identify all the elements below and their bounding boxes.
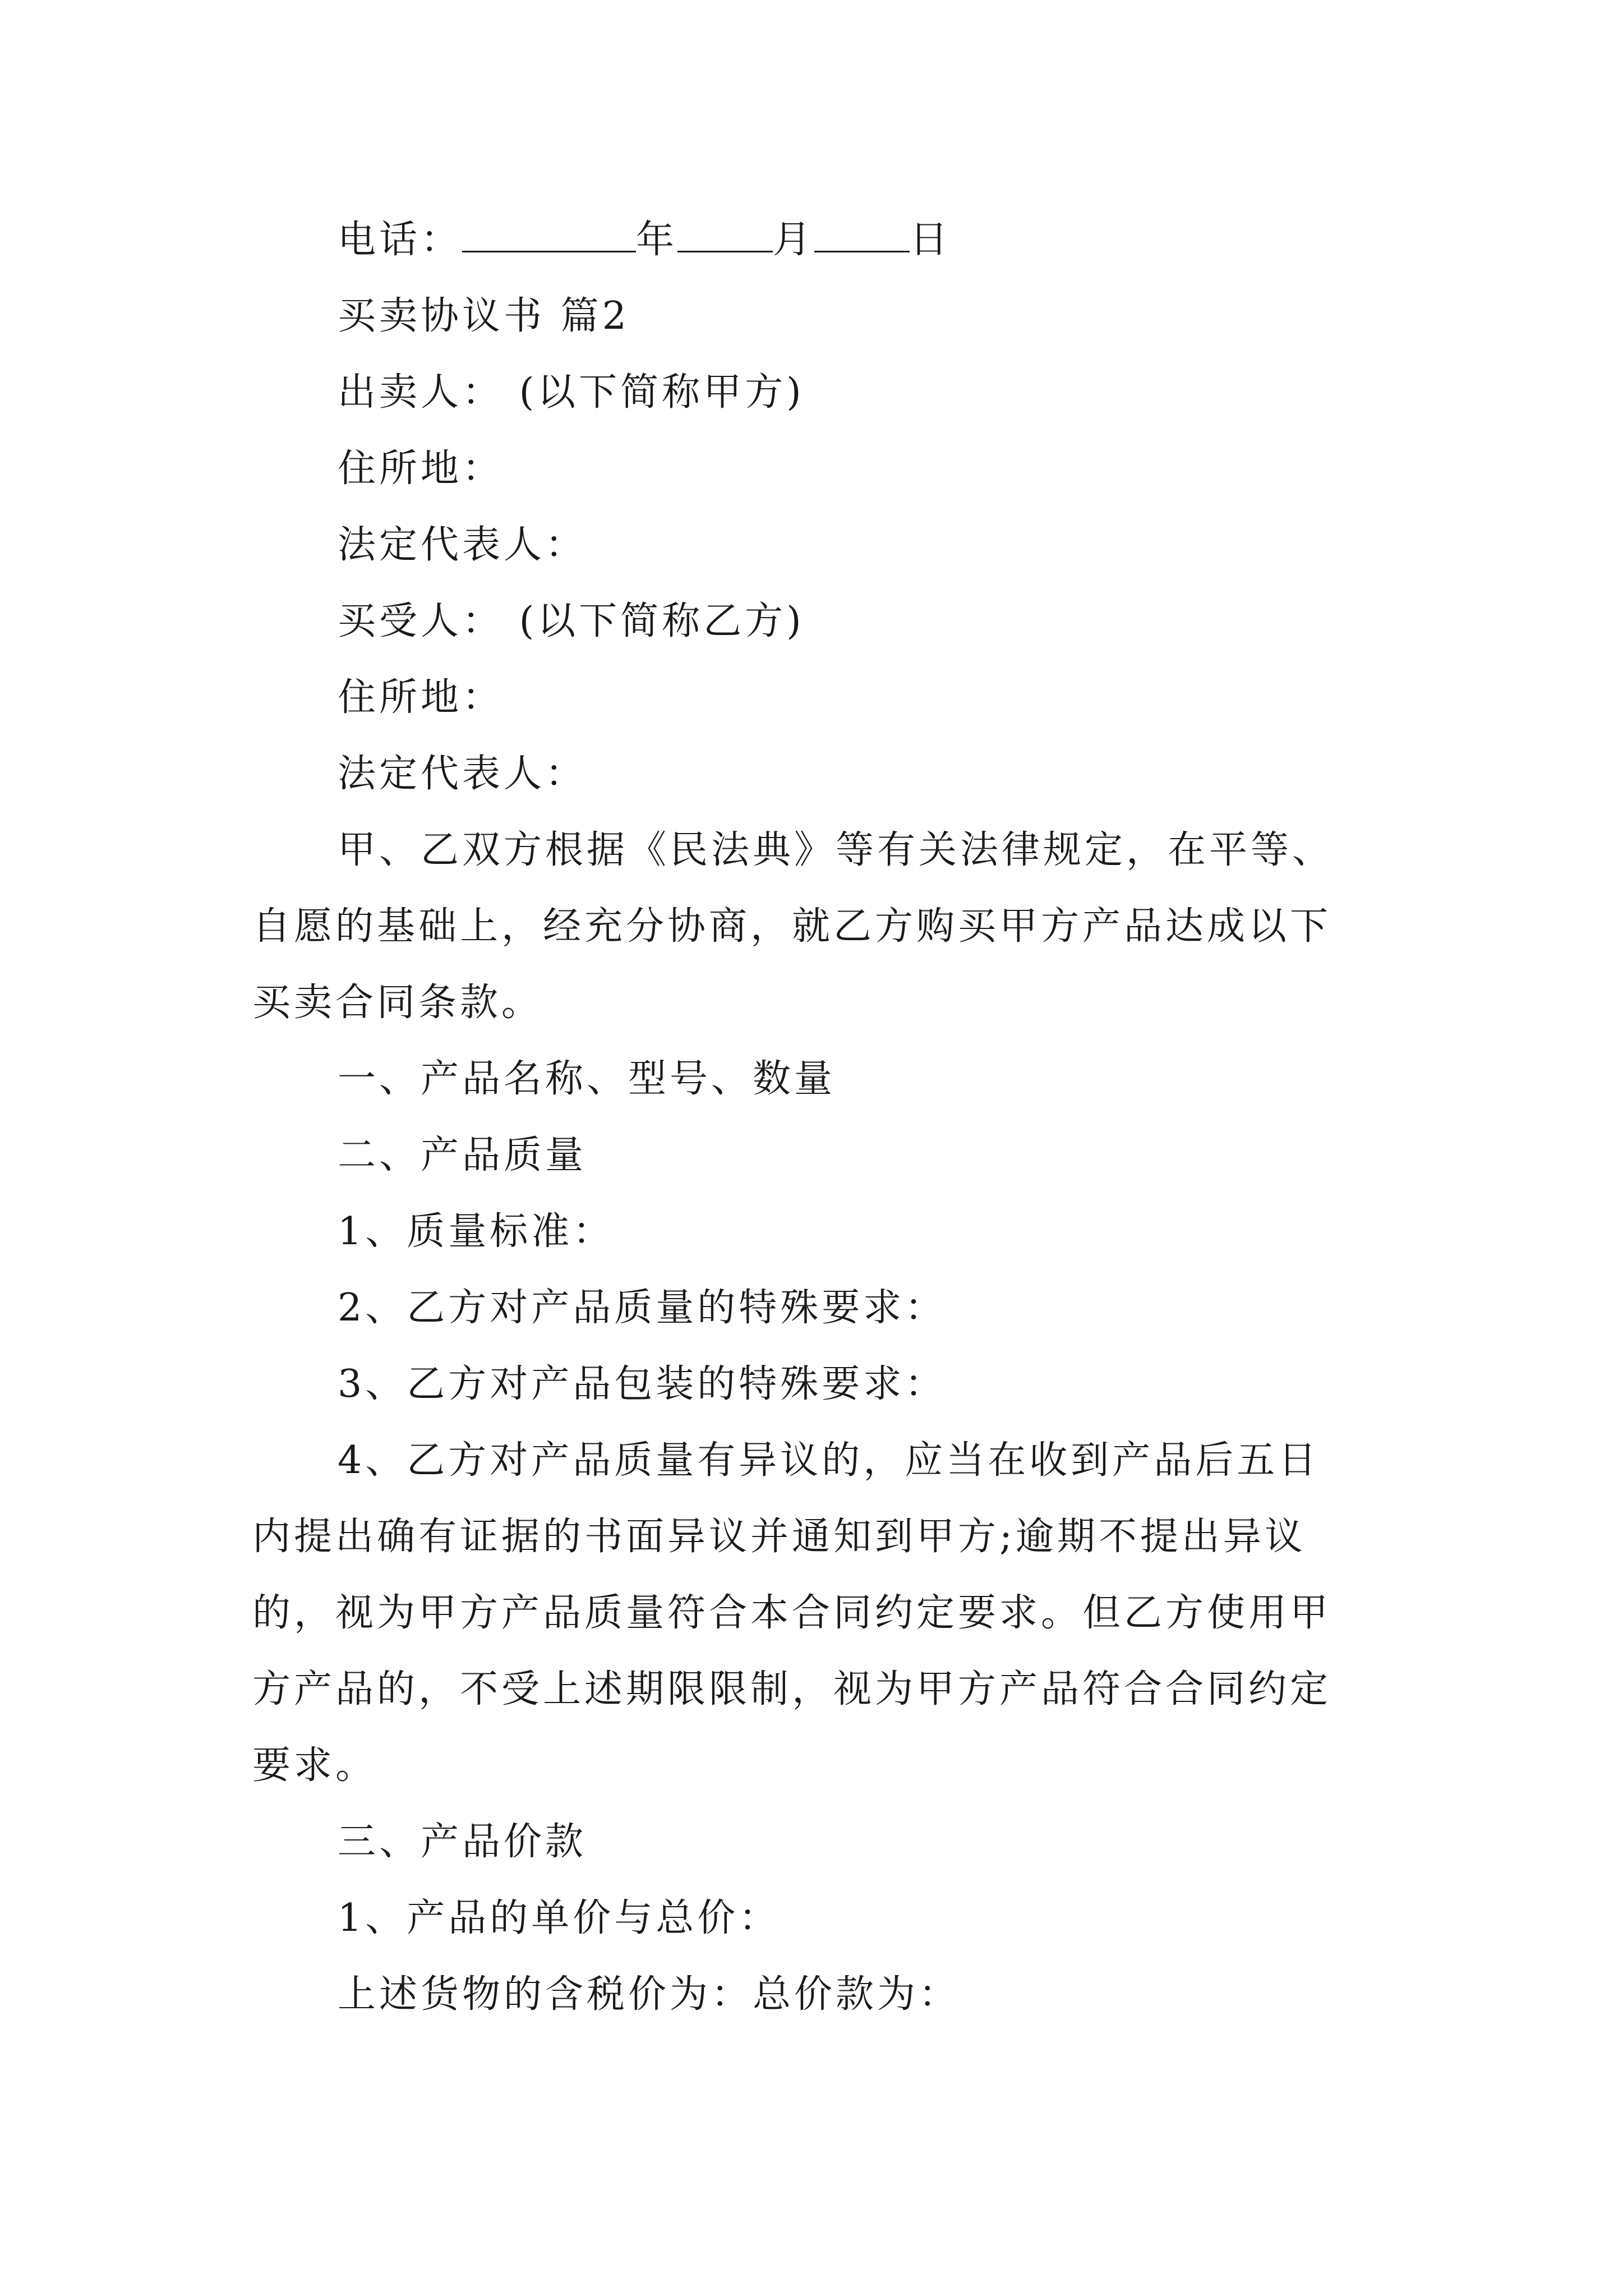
seller-rep-line: 法定代表人： xyxy=(338,523,587,567)
seller-line: 出卖人： (以下简称甲方) xyxy=(338,370,805,415)
clause-2-4-line: 的，视为甲方产品质量符合本合同约定要求。但乙方使用甲 xyxy=(252,1591,1332,1635)
day-blank xyxy=(814,216,910,252)
phone-date-line xyxy=(252,202,1402,278)
phone-label: 电话： xyxy=(338,218,463,262)
section-2-heading: 二、产品质量 xyxy=(338,1133,587,1177)
intro-line: 买卖合同条款。 xyxy=(252,981,543,1025)
intro-line: 自愿的基础上，经充分协商，就乙方购买甲方产品达成以下 xyxy=(252,904,1332,949)
clause-2-4-line: 方产品的，不受上述期限限制，视为甲方产品符合合同约定 xyxy=(252,1667,1332,1711)
clause-2-4-line: 要求。 xyxy=(252,1743,377,1788)
intro-paragraph xyxy=(252,812,1402,1041)
month-label: 月 xyxy=(773,218,815,262)
document-body xyxy=(252,202,1402,2033)
clause-2-3: 3、乙方对产品包装的特殊要求： xyxy=(338,1362,947,1406)
month-blank xyxy=(677,216,773,252)
price-line: 上述货物的含税价为：总价款为： xyxy=(338,1972,961,2017)
buyer-address-line: 住所地： xyxy=(338,675,504,720)
section-1-heading: 一、产品名称、型号、数量 xyxy=(338,1057,836,1101)
clause-2-2: 2、乙方对产品质量的特殊要求： xyxy=(338,1286,947,1330)
section-3-heading: 三、产品价款 xyxy=(338,1820,587,1864)
buyer-rep-line: 法定代表人： xyxy=(338,752,587,796)
seller-address-line: 住所地： xyxy=(338,447,504,491)
section-heading: 买卖协议书 篇2 xyxy=(338,294,630,338)
intro-line: 甲、乙双方根据《民法典》等有关法律规定，在平等、 xyxy=(338,828,1334,872)
day-label: 日 xyxy=(910,218,952,262)
clause-2-4-paragraph xyxy=(252,1423,1402,1804)
clause-2-1: 1、质量标准： xyxy=(338,1209,615,1254)
phone-blank xyxy=(462,216,636,252)
year-label: 年 xyxy=(636,218,678,262)
clause-2-4-line: 内提出确有证据的书面异议并通知到甲方;逾期不提出异议 xyxy=(252,1515,1306,1559)
clause-3-1: 1、产品的单价与总价： xyxy=(338,1896,781,1940)
buyer-line: 买受人： (以下简称乙方) xyxy=(338,599,805,643)
clause-2-4-line: 4、乙方对产品质量有异议的，应当在收到产品后五日 xyxy=(338,1438,1320,1483)
